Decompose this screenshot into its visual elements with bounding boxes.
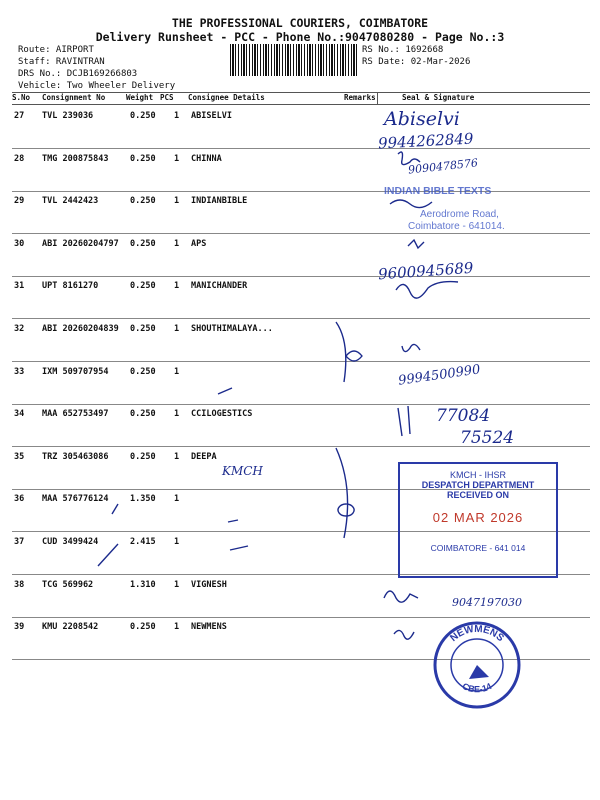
handwritten-phone-33: 9994500990 <box>397 362 482 389</box>
cell-name: APS <box>191 238 207 249</box>
cell-pcs: 1 <box>174 111 180 121</box>
handwritten-number-34b: 75524 <box>460 428 515 448</box>
indianbible-stamp-line2: Aerodrome Road, <box>420 209 499 220</box>
cell-cons: IXM 509707954 <box>42 366 109 377</box>
cell-cons: KMU 2208542 <box>42 622 99 633</box>
dash-37 <box>230 546 248 550</box>
cell-weight: 0.250 <box>130 111 156 121</box>
cell-cons: UPT 8161270 <box>42 281 99 292</box>
cell-weight: 0.250 <box>130 409 156 420</box>
kmch-stamp-line4: COIMBATORE - 641 014 <box>430 543 526 553</box>
cell-weight: 0.250 <box>130 366 156 377</box>
col-remarks: Remarks <box>344 93 376 102</box>
kmch-stamp-line2: DESPATCH DEPARTMENT <box>421 480 535 490</box>
cell-cons: TVL 239036 <box>42 111 94 121</box>
handwritten-phone-28: 9090478576 <box>407 156 479 177</box>
cell-name: NEWMENS <box>191 622 227 633</box>
cell-name: INDIANBIBLE <box>191 196 248 207</box>
sig-31 <box>396 282 458 299</box>
cell-pcs: 1 <box>174 579 180 590</box>
dash-36 <box>228 520 238 522</box>
mark-32 <box>346 351 362 361</box>
cell-pcs: 1 <box>174 238 180 249</box>
cell-name: VIGNESH <box>191 579 227 590</box>
staff-label: Staff: RAVINTRAN <box>18 57 105 67</box>
cell-weight: 0.250 <box>130 196 156 207</box>
cell-sno: 34 <box>14 409 25 420</box>
cell-sno: 29 <box>14 196 25 207</box>
kmch-stamp-date: 02 MAR 2026 <box>432 510 524 525</box>
cell-pcs: 1 <box>174 409 180 420</box>
seal-text-bottom: CBE-14 <box>460 681 494 695</box>
cell-name: MANICHANDER <box>191 281 248 292</box>
runsheet-subtitle: Delivery Runsheet - PCC - Phone No.:9047080280 - Page No.:3 <box>95 30 505 44</box>
cell-sno: 38 <box>14 579 25 590</box>
cell-sno: 33 <box>14 366 25 377</box>
cell-cons: TCG 569962 <box>42 579 94 590</box>
cell-cons: CUD 3499424 <box>42 537 99 547</box>
signature-abiselvi: Abiselvi <box>384 108 460 130</box>
cell-cons: TMG 200875843 <box>42 153 109 164</box>
svg-text:CBE-14 <box>461 681 493 694</box>
sig-30 <box>408 240 424 248</box>
bracket-35 <box>336 448 348 538</box>
cell-sno: 39 <box>14 622 25 633</box>
sig-38 <box>384 591 418 602</box>
col-pcs: PCS <box>160 93 174 102</box>
circle-35 <box>338 504 354 516</box>
sig-29 <box>390 200 432 208</box>
sig-39 <box>394 630 414 639</box>
cell-pcs: 1 <box>174 196 180 207</box>
cell-weight: 0.250 <box>130 622 156 633</box>
cell-pcs: 1 <box>174 324 180 334</box>
handwritten-phone-31: 9600945689 <box>377 258 474 284</box>
cell-pcs: 1 <box>174 153 180 164</box>
cell-sno: 28 <box>14 153 25 164</box>
cell-cons: ABI 20260204797 <box>42 238 119 249</box>
cell-pcs: 1 <box>174 451 180 462</box>
cell-sno: 31 <box>14 281 25 292</box>
cell-cons: ABI 20260204839 <box>42 324 119 334</box>
cell-weight: 1.310 <box>130 579 156 590</box>
sig-34 <box>398 406 410 436</box>
col-consignee: Consignee Details <box>188 93 265 102</box>
cell-pcs: 1 <box>174 622 180 633</box>
seal-text-top: NEWMENS <box>448 623 506 645</box>
cell-name: ABISELVI <box>191 111 232 121</box>
cell-sno: 36 <box>14 494 25 505</box>
indianbible-stamp-line1: INDIAN BIBLE TEXTS <box>384 185 492 197</box>
handwritten-number-34a: 77084 <box>436 406 491 426</box>
col-consignment: Consignment No <box>42 93 106 102</box>
rs-number: RS No.: 1692668 <box>362 45 444 55</box>
cell-pcs: 1 <box>174 537 180 547</box>
drs-label: DRS No.: DCJB169266803 <box>18 69 138 79</box>
slash-37 <box>98 544 118 566</box>
cell-sno: 37 <box>14 537 25 547</box>
cell-sno: 30 <box>14 238 25 249</box>
cell-cons: MAA 652753497 <box>42 409 109 420</box>
handwritten-phone-38: 9047197030 <box>452 596 522 609</box>
kmch-stamp-line3: RECEIVED ON <box>446 490 509 500</box>
sig-33 <box>402 344 420 351</box>
kmch-stamp-line1: KMCH - IHSR <box>450 470 506 480</box>
cell-weight: 0.250 <box>130 281 156 292</box>
rs-date: RS Date: 02-Mar-2026 <box>362 57 471 67</box>
cell-cons: TVL 2442423 <box>42 196 99 207</box>
cell-name: DEEPA <box>191 451 217 462</box>
cell-weight: 0.250 <box>130 238 156 249</box>
vehicle-label: Vehicle: Two Wheeler Delivery <box>18 81 176 91</box>
route-label: Route: AIRPORT <box>18 45 94 55</box>
cell-weight: 0.250 <box>130 153 156 164</box>
cell-cons: MAA 576776124 <box>42 494 109 505</box>
cell-sno: 27 <box>14 111 25 121</box>
col-seal: Seal & Signature <box>402 93 475 102</box>
handwritten-note-35: KMCH <box>222 464 263 478</box>
handwritten-phone-27: 9944262849 <box>377 129 474 153</box>
cell-name: SHOUTHIMALAYA... <box>191 324 273 334</box>
indianbible-stamp-line3: Coimbatore - 641014. <box>408 221 505 232</box>
cell-name: CHINNA <box>191 153 222 164</box>
cell-weight: 1.350 <box>130 494 156 505</box>
cell-sno: 32 <box>14 324 25 334</box>
cell-pcs: 1 <box>174 494 180 505</box>
cell-cons: TRZ 305463086 <box>42 451 109 462</box>
cell-weight: 2.415 <box>130 537 156 547</box>
cell-pcs: 1 <box>174 281 180 292</box>
cell-sno: 35 <box>14 451 25 462</box>
cell-weight: 0.250 <box>130 451 156 462</box>
newmens-seal <box>432 620 522 710</box>
cell-name: CCILOGESTICS <box>191 409 253 420</box>
kmch-received-stamp <box>398 462 558 578</box>
company-title: THE PROFESSIONAL COURIERS, COIMBATORE <box>171 16 429 30</box>
tick-36 <box>112 504 118 514</box>
col-weight: Weight <box>126 93 154 102</box>
cell-pcs: 1 <box>174 366 180 377</box>
tick-33 <box>218 388 232 394</box>
sig-28 <box>398 152 420 165</box>
cell-weight: 0.250 <box>130 324 156 334</box>
col-sno: S.No <box>12 93 31 102</box>
bracket-32 <box>336 322 346 382</box>
